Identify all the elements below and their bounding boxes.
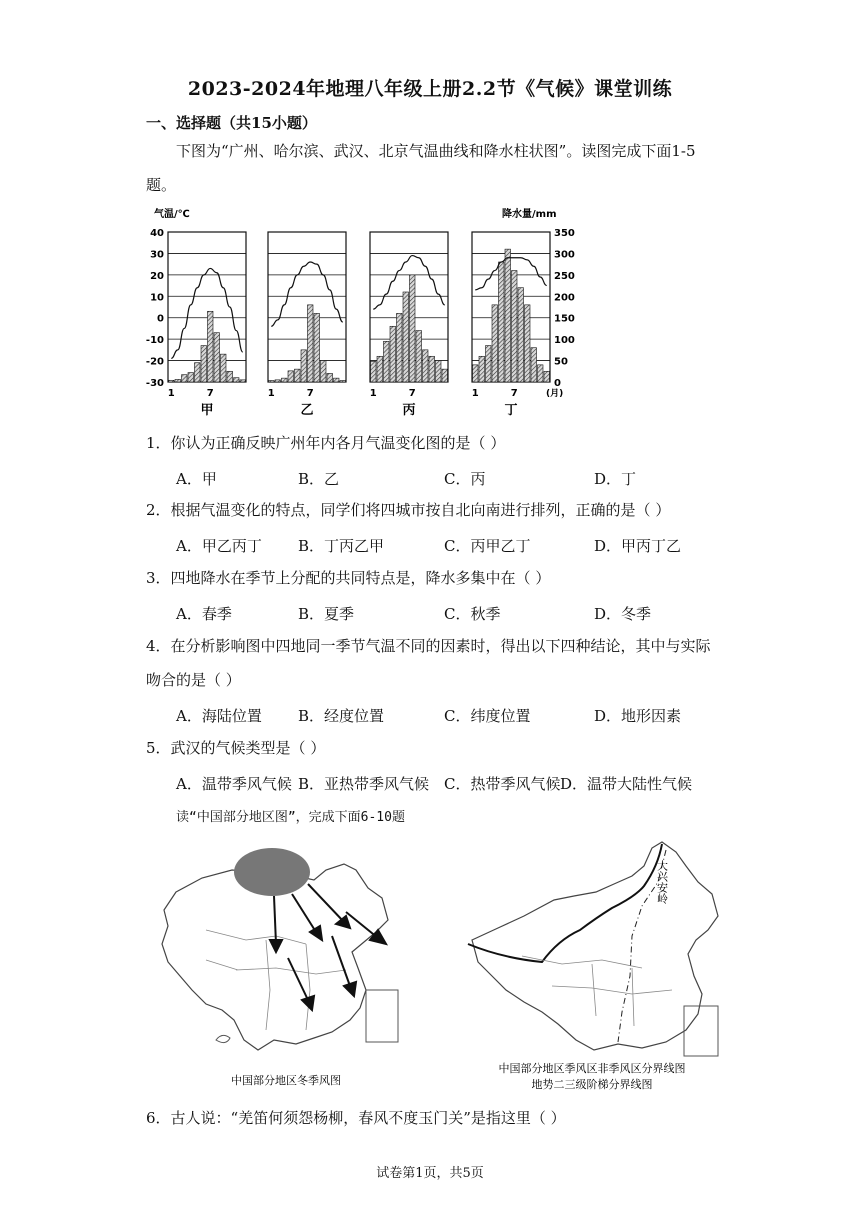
precip-bar (403, 292, 409, 382)
china-outline-right (472, 842, 718, 1050)
map-right-caption-1: 中国部分地区季风区非季风区分界线图 (498, 1062, 686, 1075)
question-6: 6．古人说：“羌笛何须怨杨柳，春风不度玉门关”是指这里（ ） (146, 1109, 566, 1127)
precip-bar (240, 380, 246, 382)
month-label: 7 (306, 388, 314, 399)
precip-bar (525, 305, 531, 382)
month-label: 1 (369, 388, 377, 399)
panel-name: 丙 (402, 403, 416, 418)
left-tick-label: 20 (150, 270, 164, 282)
left-tick-label: 10 (150, 292, 164, 304)
precip-bar (436, 361, 442, 382)
province-lines-right (522, 956, 672, 1026)
month-label: 1 (267, 388, 275, 399)
precip-bar (227, 371, 233, 382)
q3-option-d[interactable]: D．冬季 (594, 605, 652, 623)
precip-bar (423, 350, 429, 382)
precip-bar (512, 271, 518, 382)
precip-bar (308, 305, 314, 382)
precip-bar (334, 378, 340, 382)
right-tick-label: 250 (554, 270, 575, 282)
right-tick-label: 200 (554, 292, 575, 304)
month-label: 7 (408, 388, 416, 399)
right-tick-label: 0 (554, 378, 561, 389)
right-tick-label: 50 (554, 356, 568, 368)
precip-bar (221, 354, 227, 382)
intro-text-cont: 题。 (146, 176, 177, 194)
q3-option-a[interactable]: A．春季 (176, 605, 232, 623)
precip-bar (544, 371, 550, 382)
q4-option-a[interactable]: A．海陆位置 (176, 707, 262, 725)
q5-option-b[interactable]: B．亚热带季风气候 (298, 775, 430, 793)
precip-bar (234, 378, 240, 382)
q5-option-a[interactable]: A．温带季风气候 (176, 775, 292, 793)
precip-bar (321, 361, 327, 382)
right-tick-label: 150 (554, 313, 575, 325)
left-axis-label: 气温/℃ (154, 209, 190, 220)
precip-bar (390, 326, 396, 382)
precip-bar (492, 305, 498, 382)
q4-option-d[interactable]: D．地形因素 (594, 707, 682, 725)
precip-bar (275, 380, 281, 382)
precip-bar (201, 346, 207, 382)
precip-bar (397, 313, 403, 382)
precip-bar (282, 378, 288, 382)
panel-name: 乙 (300, 403, 314, 418)
right-tick-label: 300 (554, 249, 575, 261)
precip-bar (195, 363, 201, 382)
monsoon-boundary (468, 844, 662, 962)
climate-panel-3 (370, 232, 448, 382)
precip-bar (314, 313, 320, 382)
question-4: 4．在分析影响图中四地同一季节气温不同的因素时，得出以下四种结论，其中与实际 (146, 637, 711, 655)
question-1: 1．你认为正确反映广州年内各月气温变化图的是（ ） (146, 434, 506, 452)
climate-panel-4 (472, 232, 550, 382)
q4-option-c[interactable]: C．纬度位置 (444, 707, 531, 725)
precip-bar (429, 356, 435, 382)
month-label: 1 (471, 388, 479, 399)
climate-panel-2 (268, 232, 346, 382)
precip-bar (301, 350, 307, 382)
q2-option-b[interactable]: B．丁丙乙甲 (298, 537, 385, 555)
precip-bar (188, 373, 194, 382)
precip-bar (327, 373, 333, 382)
precip-bar (175, 379, 181, 382)
map-right-caption-2: 地势二三级阶梯分界线图 (531, 1078, 653, 1091)
precip-bar (479, 356, 485, 382)
month-label: 1 (167, 388, 175, 399)
precip-bar (182, 375, 188, 382)
right-tick-label: 100 (554, 335, 575, 347)
precip-bar (518, 288, 524, 382)
map-left-caption: 中国部分地区冬季风图 (231, 1074, 341, 1087)
south-sea-inset (366, 990, 398, 1042)
panel-name: 丁 (504, 403, 518, 418)
right-axis-label: 降水量/mm (502, 209, 557, 220)
precip-bar (214, 333, 220, 382)
question-5: 5．武汉的气候类型是（ ） (146, 739, 326, 757)
climate-chart (146, 204, 586, 420)
panel-name: 甲 (200, 403, 214, 418)
page-footer: 试卷第1页，共5页 (376, 1166, 484, 1181)
boundary-map (462, 836, 742, 1096)
left-tick-label: 40 (150, 228, 164, 239)
q1-option-a[interactable]: A．甲 (176, 470, 217, 488)
map-intro: 读“中国部分地区图”，完成下面6-10题 (176, 810, 405, 825)
precip-bar (208, 311, 214, 382)
south-sea-inset-right (684, 1006, 718, 1056)
left-tick-label: 0 (157, 313, 164, 325)
left-tick-label: -20 (145, 356, 164, 368)
precip-bar (473, 365, 479, 382)
q1-option-b[interactable]: B．乙 (298, 470, 340, 488)
precip-bar (288, 371, 294, 382)
page-title: 2023-2024年地理八年级上册2.2节《气候》课堂训练 (187, 78, 673, 100)
question-2: 2．根据气温变化的特点，同学们将四城市按自北向南进行排列，正确的是（ ） (146, 501, 671, 519)
precip-bar (486, 346, 492, 382)
precip-bar (371, 361, 377, 382)
q5-option-c[interactable]: C．热带季风气候 (444, 775, 561, 793)
daxinganling-label: 大兴安岭 (655, 860, 669, 904)
q3-option-b[interactable]: B．夏季 (298, 605, 355, 623)
winter-monsoon-map (146, 840, 436, 1087)
q1-option-d[interactable]: D．丁 (594, 470, 637, 488)
siberian-high (234, 848, 310, 896)
precip-bar (505, 249, 511, 382)
left-tick-label: 30 (150, 249, 164, 261)
precip-bar (384, 341, 390, 382)
precip-bar (377, 356, 383, 382)
month-label: 7 (206, 388, 214, 399)
precip-bar (340, 381, 346, 383)
q2-option-a[interactable]: A．甲乙丙丁 (176, 537, 262, 555)
q1-option-c[interactable]: C．丙 (444, 470, 486, 488)
precip-bar (499, 262, 505, 382)
section-heading: 一、选择题（共15小题） (146, 114, 317, 132)
q2-option-c[interactable]: C．丙甲乙丁 (444, 537, 531, 555)
precip-bar (169, 380, 175, 382)
precip-bar (295, 369, 301, 382)
left-tick-label: -10 (145, 335, 164, 347)
q2-option-d[interactable]: D．甲丙丁乙 (594, 537, 682, 555)
wind-arrows (270, 884, 386, 1010)
precip-bar (410, 275, 416, 382)
q5-option-d[interactable]: D．温带大陆性气候 (560, 775, 693, 793)
left-tick-label: -30 (145, 378, 164, 389)
month-label: 7 (510, 388, 518, 399)
panel-frame (168, 232, 246, 382)
q4-option-b[interactable]: B．经度位置 (298, 707, 385, 725)
precip-bar (416, 331, 422, 382)
question-4-cont: 吻合的是（ ） (146, 671, 241, 689)
q3-option-c[interactable]: C．秋季 (444, 605, 501, 623)
precip-bar (538, 365, 544, 382)
climate-panel-1 (168, 232, 246, 382)
precip-bar (531, 348, 537, 382)
right-tick-label: 350 (554, 228, 575, 239)
precip-bar (442, 369, 448, 382)
month-unit: (月) (546, 389, 564, 399)
precip-bar (269, 381, 275, 383)
question-3: 3．四地降水在季节上分配的共同特点是，降水多集中在（ ） (146, 569, 551, 587)
intro-text: 下图为“广州、哈尔滨、武汉、北京气温曲线和降水柱状图”。读图完成下面1-5 (176, 142, 696, 160)
